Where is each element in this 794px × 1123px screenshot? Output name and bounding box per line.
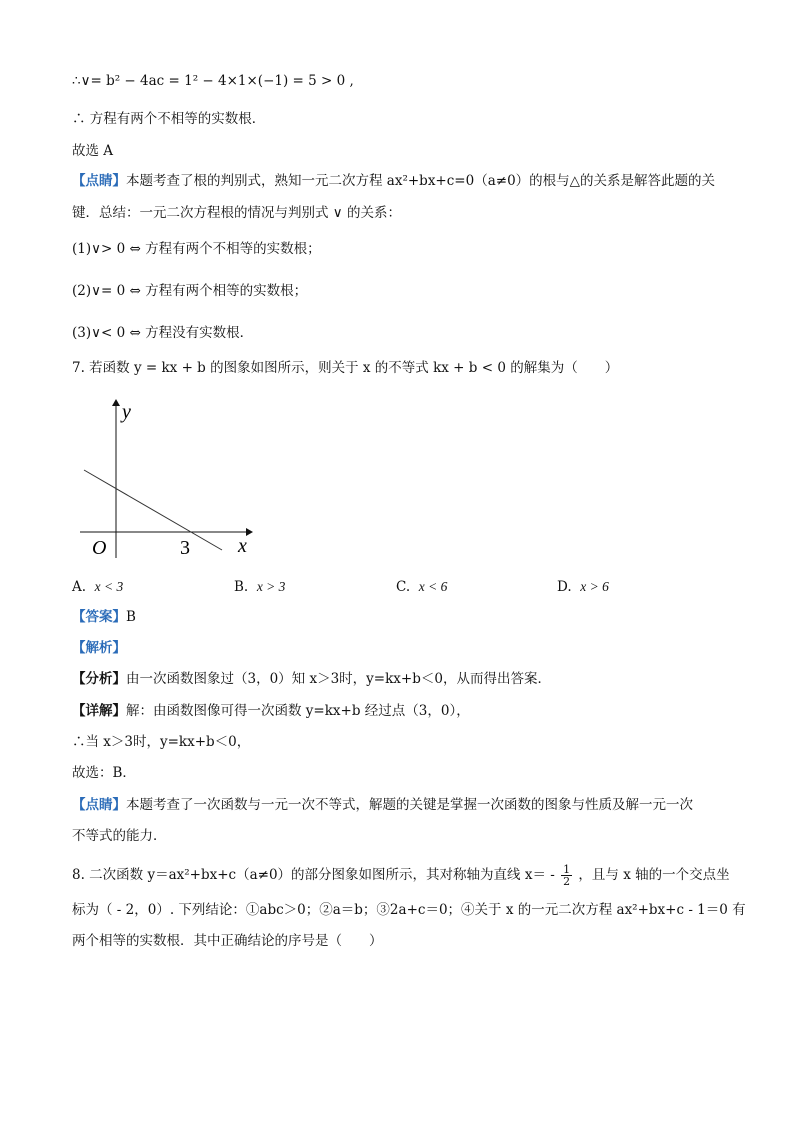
- q7-graph: [76, 396, 266, 566]
- option-a-letter: A.: [72, 579, 87, 595]
- option-b-text: x > 3: [256, 579, 286, 594]
- y-axis-label: y: [122, 401, 131, 423]
- option-d[interactable]: [557, 578, 609, 596]
- q7-note: [72, 796, 693, 814]
- option-b[interactable]: [234, 578, 285, 596]
- x-axis-label: x: [238, 535, 247, 557]
- xiangjie-text: 解：由函数图像可得一次函数 y=kx+b 经过点（3，0），: [126, 703, 470, 719]
- origin-label: O: [92, 537, 107, 559]
- q6-choice: 故选 A: [72, 143, 114, 159]
- rule-3: (3)∨< 0 ⇔ 方程没有实数根．: [72, 325, 254, 341]
- analysis-tag: 【解析】: [72, 640, 126, 656]
- q6-note: [72, 172, 715, 190]
- note-tag: 【点睛】: [72, 173, 126, 189]
- answer-tag: 【答案】: [72, 609, 126, 625]
- q7-step2: ∴当 x＞3时，y=kx+b＜0，: [72, 734, 251, 750]
- q7-note-cont: 不等式的能力．: [72, 828, 167, 844]
- rule-1: (1)∨> 0 ⇔ 方程有两个不相等的实数根；: [72, 241, 321, 257]
- q6-conclusion: ∴ 方程有两个不相等的实数根．: [72, 111, 266, 127]
- q7-note-text: 本题考查了一次函数与一元一次不等式，解题的关键是掌握一次函数的图象与性质及解一元一次: [126, 797, 693, 813]
- q7-analysis-tag: [72, 639, 126, 657]
- q6-note-cont: 键．总结：一元二次方程根的情况与判别式 ∨ 的关系：: [72, 205, 401, 221]
- q8-fraction: [561, 864, 572, 887]
- note-text: 本题考查了根的判别式，熟知一元二次方程 ax²+bx+c=0（a≠0）的根与△的关系是解答此题的关: [126, 173, 716, 189]
- discriminant-line: ∴∨= b² − 4ac = 1² − 4×1×(−1) = 5 > 0 ,: [72, 73, 354, 89]
- fenxi-text: 由一次函数图象过（3，0）知 x＞3时，y=kx+b＜0，从而得出答案．: [126, 671, 551, 687]
- q8-line1-pre: 8. 二次函数 y＝ax²+bx+c（a≠0）的部分图象如图所示，其对称轴为直线 x＝ -: [72, 867, 555, 883]
- q8-frac-den: 2: [563, 875, 571, 888]
- option-a-text: x < 3: [94, 579, 124, 594]
- q7-stem: 7. 若函数 y = kx + b 的图象如图所示，则关于 x 的不等式 kx + b < 0 的解集为（ ）: [72, 360, 619, 376]
- q7-fenxi: [72, 670, 551, 688]
- option-c-letter: C.: [396, 579, 411, 595]
- q7-xiangjie: [72, 702, 470, 720]
- intercept-label: 3: [180, 537, 190, 559]
- q8-frac-num: 1: [563, 863, 571, 876]
- q8-line1: [72, 864, 730, 887]
- q7-choice: 故选：B．: [72, 765, 136, 781]
- q7-note-tag: 【点睛】: [72, 797, 126, 813]
- option-d-letter: D.: [557, 579, 572, 595]
- option-d-text: x > 6: [580, 579, 609, 594]
- q7-answer: [72, 608, 136, 626]
- xiangjie-tag: 【详解】: [72, 703, 126, 719]
- q8-line3: 两个相等的实数根．其中正确结论的序号是（ ）: [72, 933, 383, 949]
- option-c-text: x < 6: [418, 579, 448, 594]
- fenxi-tag: 【分析】: [72, 671, 126, 687]
- option-c[interactable]: [396, 578, 447, 596]
- option-a[interactable]: [72, 578, 123, 596]
- answer-value: B: [126, 609, 136, 625]
- rule-2: (2)∨= 0 ⇔ 方程有两个相等的实数根；: [72, 283, 308, 299]
- option-b-letter: B.: [234, 579, 249, 595]
- q8-line2: 标为（ - 2，0）. 下列结论：①abc＞0；②a＝b；③2a+c＝0；④关于 x 的一元二次方程 ax²+bx+c - 1＝0 有: [72, 902, 746, 918]
- q8-line1-post: ，且与 x 轴的一个交点坐: [578, 867, 730, 883]
